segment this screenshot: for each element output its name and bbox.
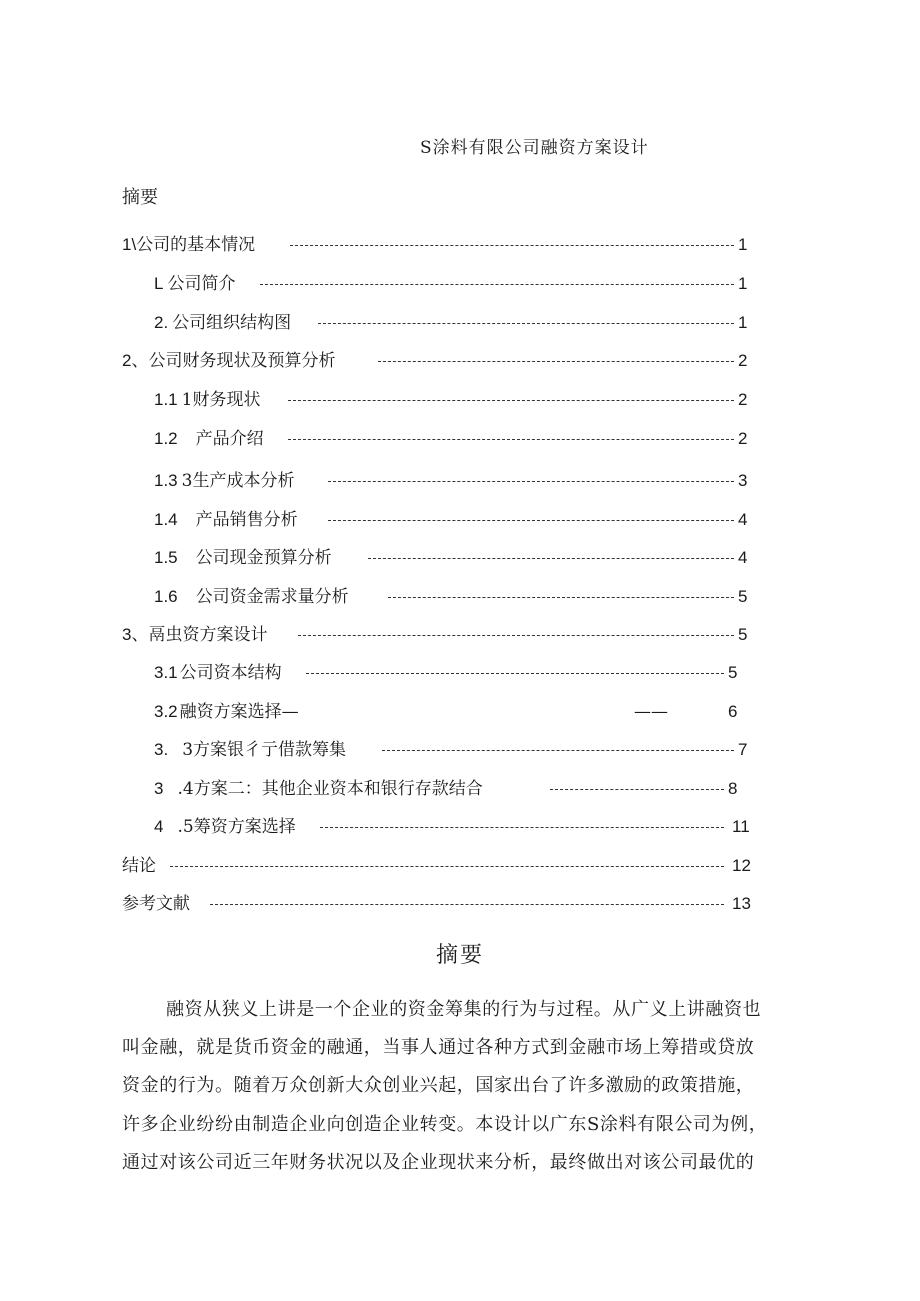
toc-entry-number: 3.2 (154, 702, 178, 721)
toc-entry-number: 1.3 (154, 471, 178, 490)
toc-leader-line (328, 481, 734, 482)
toc-entry-label (122, 623, 267, 647)
toc-entry[interactable] (0, 815, 920, 839)
toc-entry-text: 3方案银彳亍借款筹集 (182, 740, 347, 760)
toc-entry-label (154, 272, 235, 296)
toc-leader-line (210, 904, 724, 905)
toc-entry-text: 公司简介 (167, 274, 236, 294)
toc-entry-text: 鬲虫资方案设计 (148, 625, 268, 645)
toc-entry-text: 公司资金需求量分析 (195, 587, 349, 607)
toc-entry[interactable] (0, 427, 920, 451)
abstract-line: 许多企业纷纷由制造企业向创造企业转变。本设计以广东S涂料有限公司为例， (122, 1114, 768, 1135)
toc-entry[interactable] (0, 854, 920, 878)
toc-entry[interactable] (0, 349, 920, 373)
toc-entry-text: 1财务现状 (181, 390, 261, 410)
toc-entry-text: 公司资本结构 (179, 663, 282, 683)
toc-entry[interactable] (0, 469, 920, 493)
toc-entry-text: 公司的基本情况 (136, 235, 256, 255)
toc-entry-label (154, 469, 294, 493)
toc-entry-number: 3 (154, 779, 164, 798)
toc-entry-number: 1.6 (154, 587, 178, 606)
toc-leader-dash: —— (634, 702, 668, 722)
toc-leader-line (382, 750, 734, 751)
toc-page-number: 4 (738, 510, 748, 529)
toc-entry-label (154, 700, 299, 724)
toc-page-number: 5 (738, 625, 748, 644)
toc-leader-line (318, 323, 734, 324)
abstract-line: 融资从狭义上讲是一个企业的资金筹集的行为与过程。从广义上讲融资也 (166, 999, 762, 1020)
toc-entry[interactable] (0, 700, 920, 724)
toc-entry[interactable] (0, 508, 920, 532)
toc-entry-text: 产品销售分析 (195, 510, 298, 530)
toc-heading: 摘要 (122, 187, 158, 208)
toc-entry-number: 3、 (122, 625, 149, 644)
toc-leader-line (170, 866, 724, 867)
toc-leader-line (328, 520, 734, 521)
toc-entry-text: 融资方案选择— (179, 702, 299, 722)
toc-entry-text: 产品介绍 (195, 429, 264, 449)
toc-entry-label (154, 661, 282, 685)
toc-entry-label (154, 427, 264, 451)
toc-page-number: 3 (738, 471, 748, 490)
toc-page-number: 1 (738, 274, 748, 293)
toc-leader-line (288, 439, 734, 440)
toc-entry-number: 3.1 (154, 663, 178, 682)
toc-entry-number: 1.2 (154, 429, 178, 448)
toc-entry[interactable] (0, 661, 920, 685)
toc-page-number: 2 (738, 429, 748, 448)
toc-leader-line (288, 400, 734, 401)
toc-entry-label (154, 585, 349, 609)
toc-leader-line (378, 361, 734, 362)
toc-entry-text: 公司现金预算分析 (195, 548, 332, 568)
toc-entry-text: 3生产成本分析 (181, 471, 295, 491)
toc-entry[interactable] (0, 311, 920, 335)
toc-entry-text: 参考文献 (122, 894, 190, 914)
toc-entry-number: 4 (154, 817, 164, 836)
toc-page-number: 2 (738, 351, 748, 370)
toc-leader-line (290, 245, 734, 246)
toc-page-number: 13 (732, 894, 751, 913)
toc-entry-label (122, 892, 190, 916)
toc-leader-line (368, 558, 734, 559)
toc-entry[interactable] (0, 623, 920, 647)
toc-entry[interactable] (0, 233, 920, 257)
abstract-title: 摘要 (435, 943, 484, 968)
toc-page-number: 12 (732, 856, 751, 875)
toc-page-number: 4 (738, 548, 748, 567)
toc-entry-label (154, 738, 346, 762)
toc-entry[interactable] (0, 388, 920, 412)
toc-page-number: 6 (728, 702, 738, 721)
abstract-line: 通过对该公司近三年财务状况以及企业现状来分析，最终做出对该公司最优的 (122, 1152, 755, 1173)
toc-leader-line (260, 284, 734, 285)
toc-entry-number: L (154, 274, 164, 293)
toc-leader-line (550, 789, 724, 790)
toc-entry-label (154, 815, 296, 839)
toc-leader-line (298, 635, 734, 636)
toc-entry-text: 结论 (122, 856, 156, 876)
toc-page-number: 2 (738, 390, 748, 409)
toc-entry-number: 1.4 (154, 510, 178, 529)
toc-page-number: 1 (738, 235, 748, 254)
toc-entry-number: 1.5 (154, 548, 178, 567)
toc-page-number: 8 (728, 779, 738, 798)
toc-entry[interactable] (0, 585, 920, 609)
toc-page-number: 5 (728, 663, 738, 682)
toc-entry-number: 1\ (122, 235, 137, 254)
toc-leader-line (388, 597, 734, 598)
toc-entry[interactable] (0, 892, 920, 916)
toc-entry-label (154, 777, 483, 801)
toc-leader-line (306, 673, 724, 674)
toc-leader-line (320, 827, 724, 828)
toc-entry-label (154, 388, 260, 412)
toc-page-number: 5 (738, 587, 748, 606)
toc-entry[interactable] (0, 546, 920, 570)
toc-entry-label (122, 349, 335, 373)
toc-entry-text: .5筹资方案选择 (177, 817, 296, 837)
toc-entry-number: 2、 (122, 351, 149, 370)
toc-entry-label (154, 546, 332, 570)
toc-entry[interactable] (0, 272, 920, 296)
toc-entry-number: 1.1 (154, 390, 178, 409)
toc-entry-text: 公司组织结构图 (172, 313, 292, 333)
toc-entry-label (154, 311, 291, 335)
abstract-line: 叫金融，就是货币资金的融通，当事人通过各种方式到金融市场上筹措或贷放 (122, 1037, 755, 1058)
toc-entry-label (122, 233, 255, 257)
toc-entry-number: 2. (154, 313, 169, 332)
toc-entry-text: .4方案二：其他企业资本和银行存款结合 (177, 779, 483, 799)
abstract-line: 资金的行为。随着万众创新大众创业兴起，国家出台了许多激励的政策措施， (122, 1075, 755, 1096)
toc-entry-number: 3. (154, 740, 169, 759)
toc-entry-label (154, 508, 298, 532)
toc-entry-text: 公司财务现状及预算分析 (148, 351, 336, 371)
toc-entry[interactable] (0, 777, 920, 801)
toc-entry-label (122, 854, 156, 878)
document-title: S涂料有限公司融资方案设计 (420, 138, 649, 158)
toc-entry[interactable] (0, 738, 920, 762)
toc-page-number: 1 (738, 313, 748, 332)
toc-page-number: 7 (738, 740, 748, 759)
toc-page-number: 11 (732, 817, 750, 836)
